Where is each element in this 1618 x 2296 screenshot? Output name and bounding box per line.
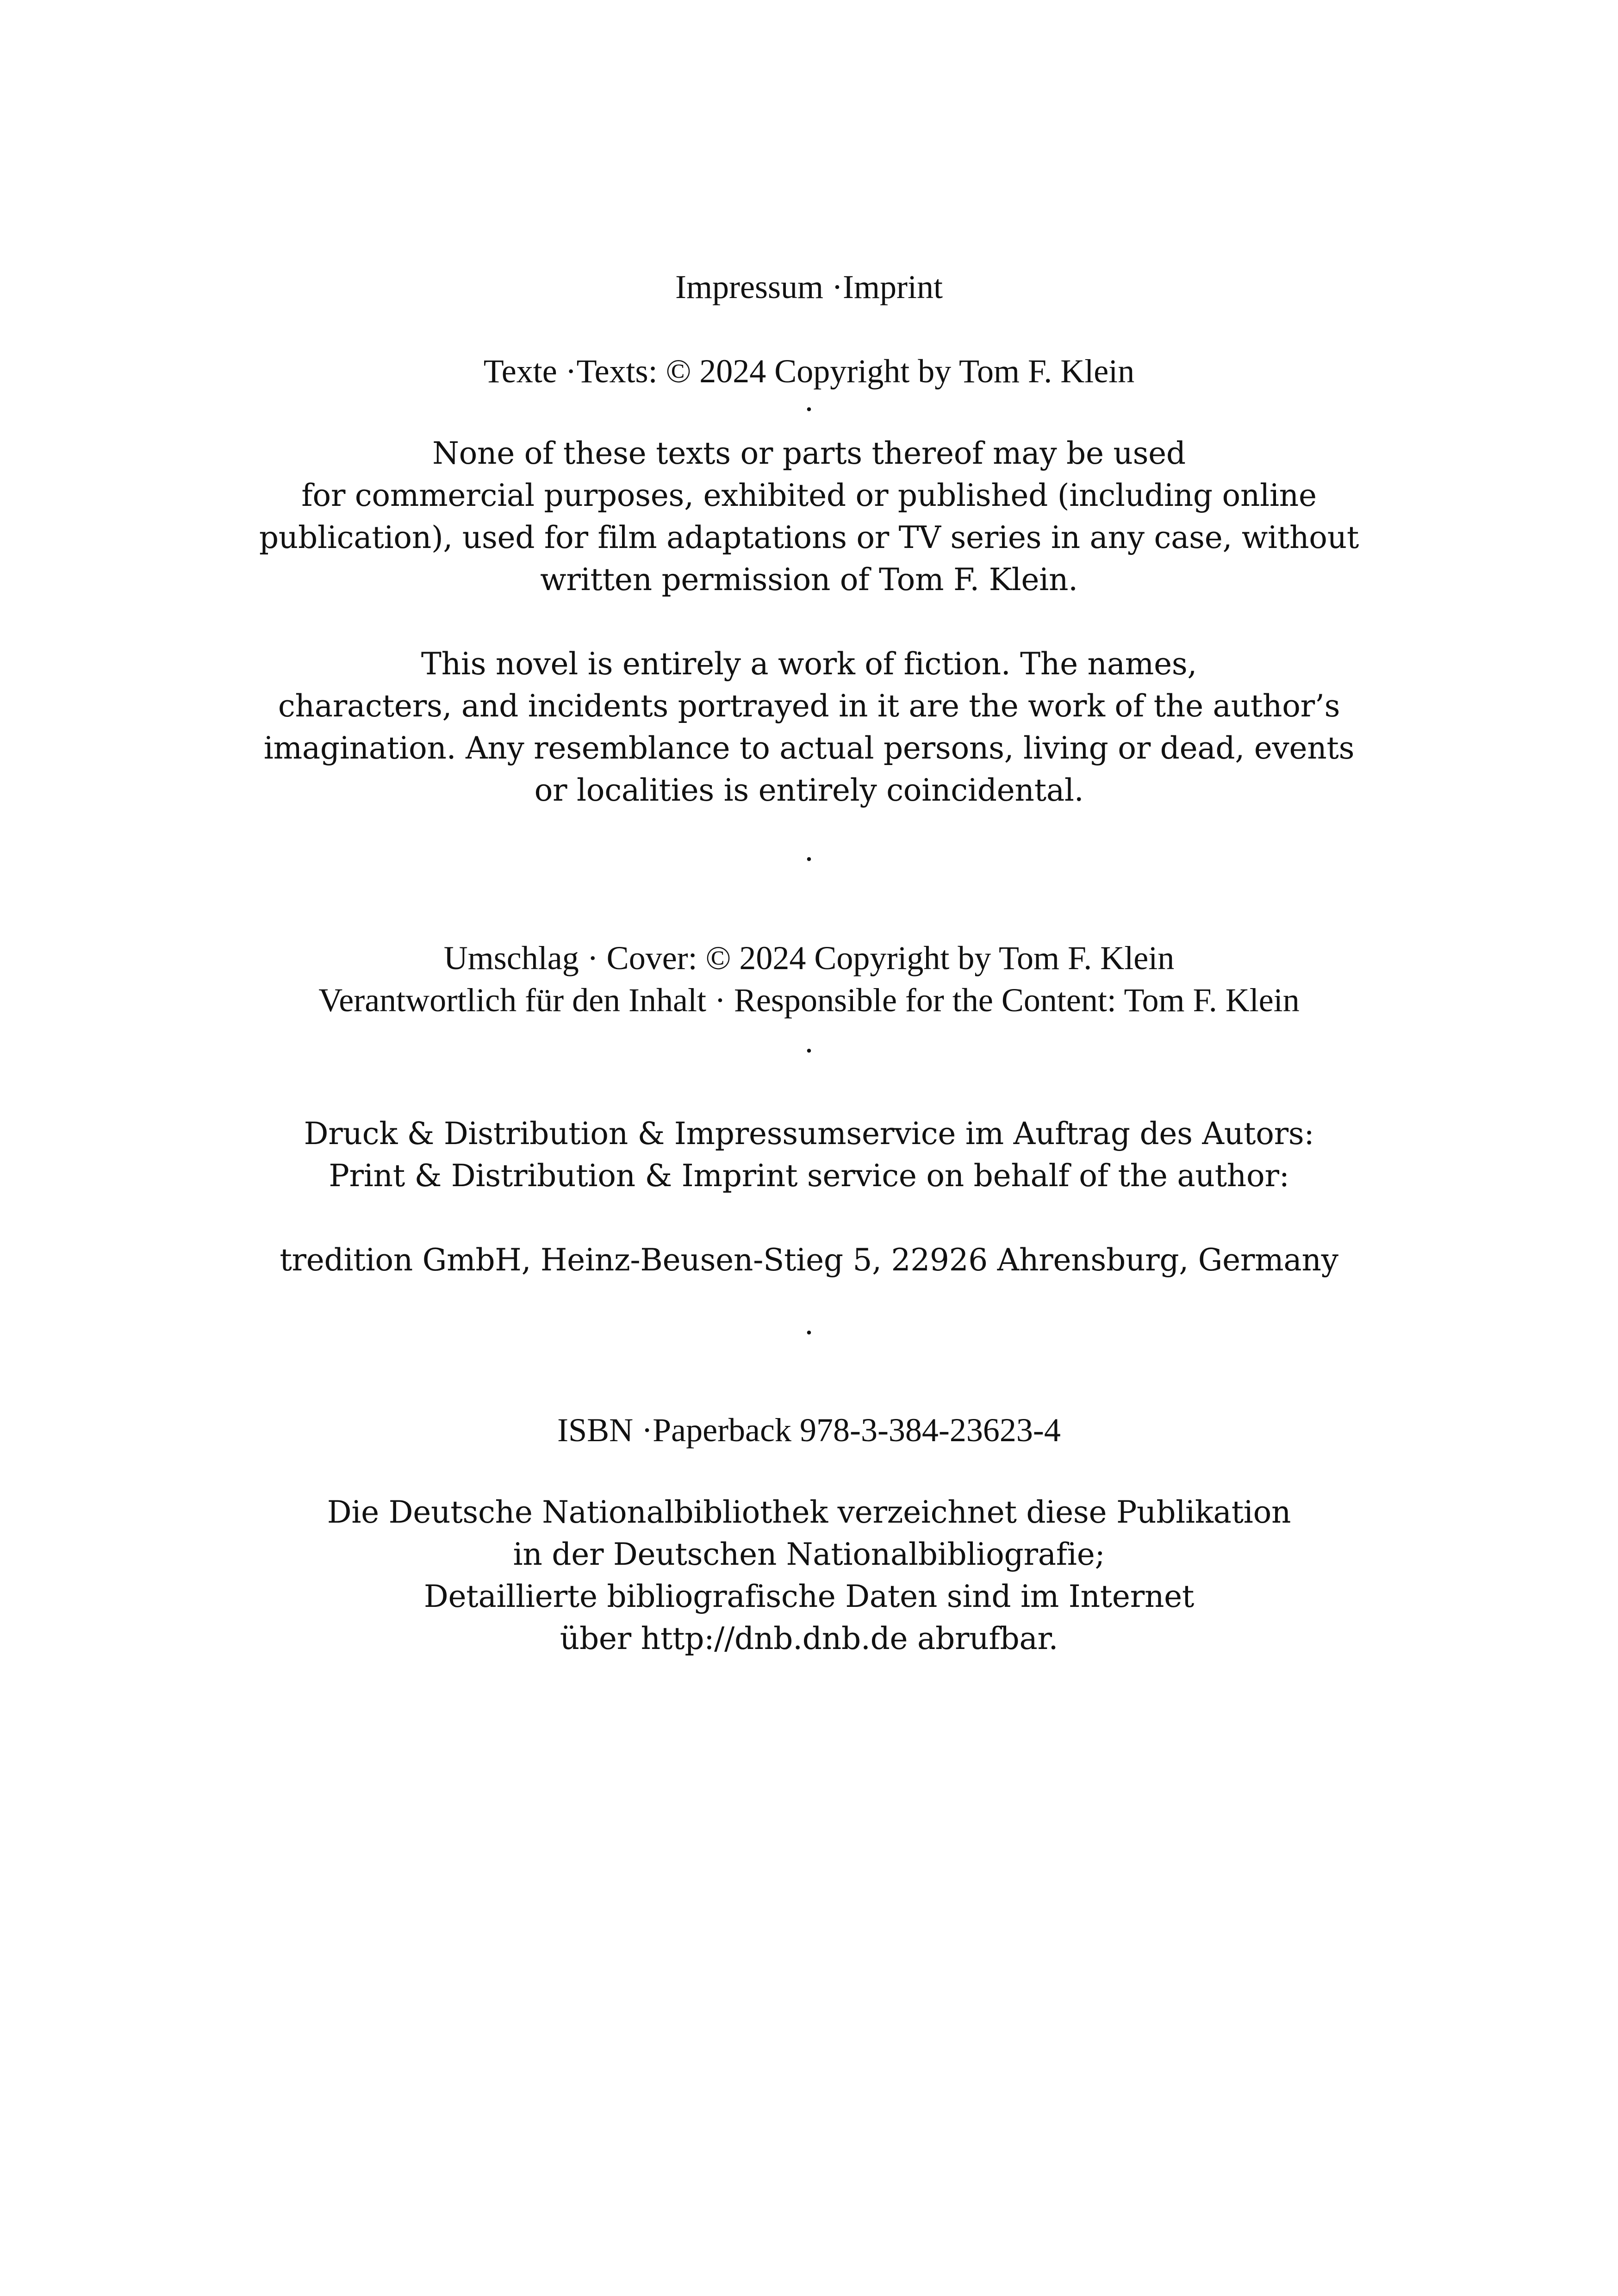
fiction-line: characters, and incidents portrayed in it are the work of the author’s [278,688,1340,724]
content-responsible: Verantwortlich für den Inhalt · Responsible for the Content: Tom F. Klein [318,982,1300,1019]
rights-line: for commercial purposes, exhibited or published (including online [301,478,1317,513]
fiction-line: imagination. Any resemblance to actual persons, living or dead, events [263,730,1355,766]
separator-dot: · [803,1314,815,1351]
print-distribution-line: Druck & Distribution & Impressumservice im Auftrag des Autors: [304,1116,1314,1151]
dnb-line: Detaillierte bibliografische Daten sind im Internet [423,1579,1195,1614]
publisher-address: tredition GmbH, Heinz-Beusen-Stieg 5, 22926 Ahrensburg, Germany [280,1242,1338,1278]
imprint-heading: Impressum ·Imprint [675,268,943,305]
dnb-line: über http://dnb.dnb.de abrufbar. [560,1621,1058,1656]
cover-copyright: Umschlag · Cover: © 2024 Copyright by Tom F. Klein [443,940,1175,977]
rights-line: written permission of Tom F. Klein. [540,562,1078,597]
fiction-line: This novel is entirely a work of fiction. The names, [421,646,1197,682]
separator-dot: · [803,391,815,428]
separator-dot: · [803,1032,815,1069]
isbn: ISBN ·Paperback 978-3-384-23623-4 [557,1412,1061,1449]
dnb-line: Die Deutsche Nationalbibliothek verzeichnet diese Publikation [327,1494,1291,1530]
dnb-line: in der Deutschen Nationalbibliografie; [513,1537,1105,1572]
print-distribution-line: Print & Distribution & Imprint service on behalf of the author: [329,1158,1289,1194]
fiction-line: or localities is entirely coincidental. [534,772,1084,808]
texts-copyright: Texte ·Texts: © 2024 Copyright by Tom F. Klein [483,353,1135,390]
rights-line: publication), used for film adaptations or TV series in any case, without [259,520,1359,555]
separator-dot: · [803,840,815,877]
rights-line: None of these texts or parts thereof may be used [432,436,1186,471]
